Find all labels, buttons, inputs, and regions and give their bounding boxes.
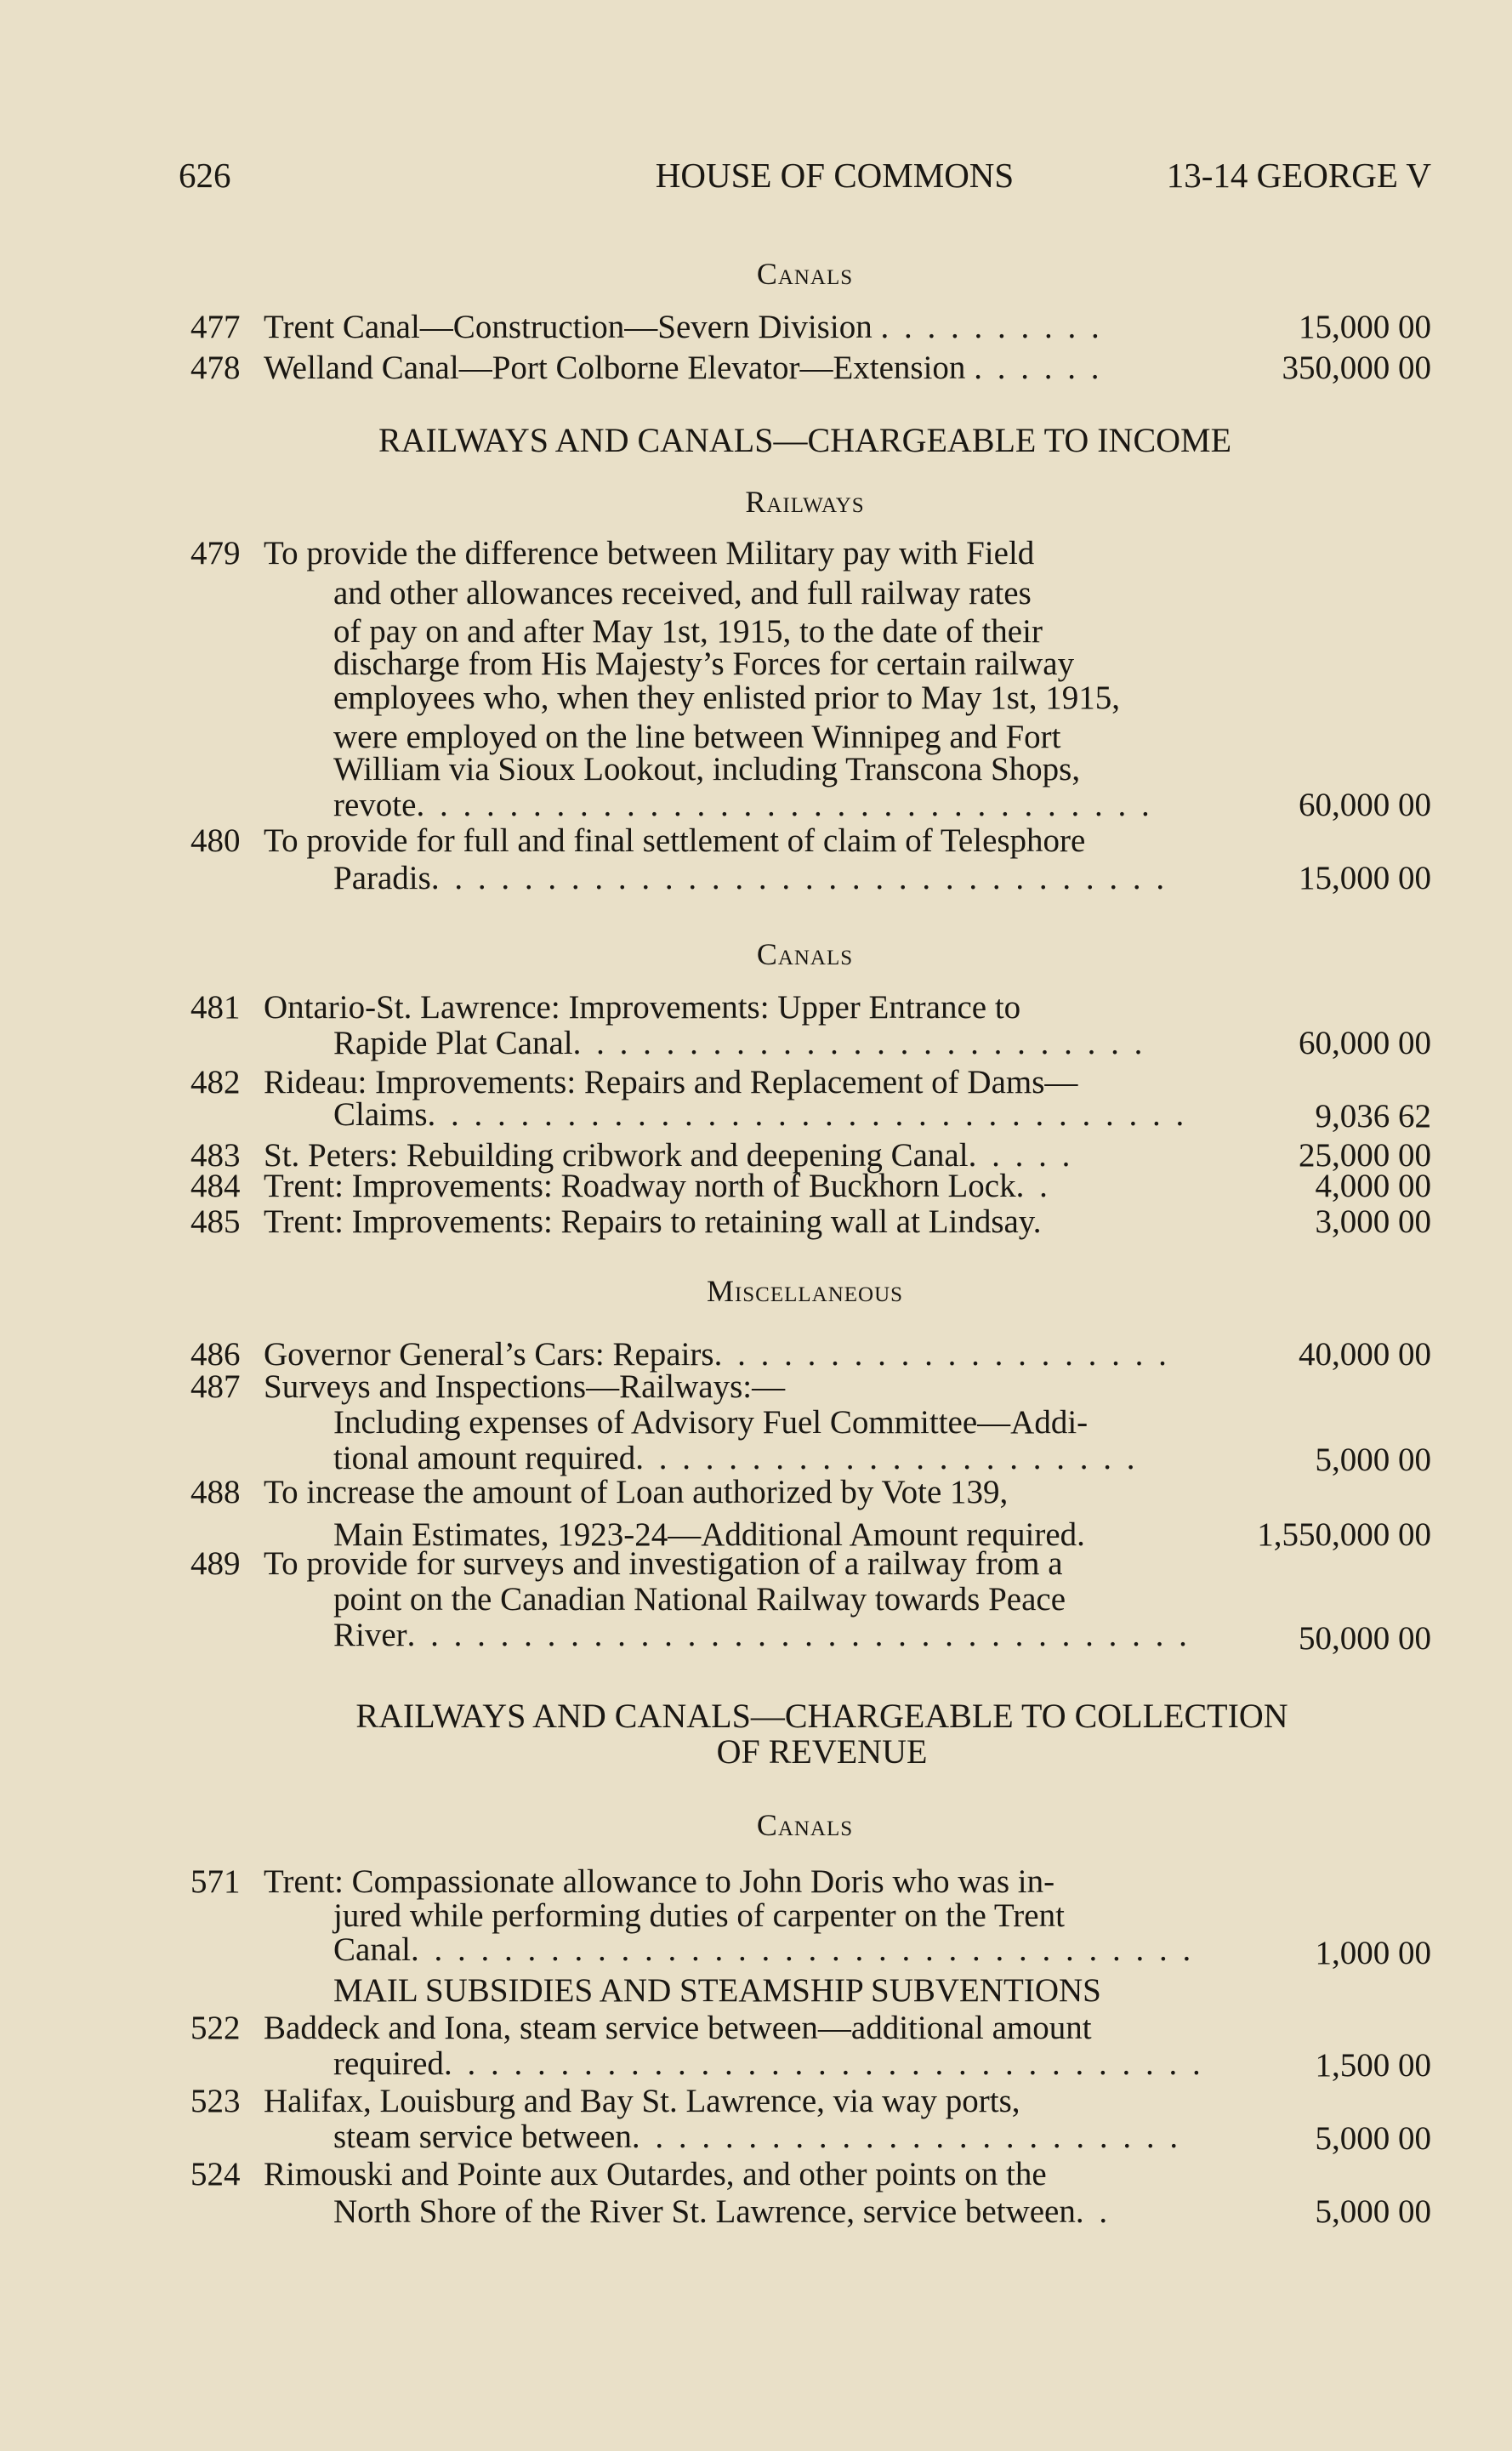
amount: 1,500 00 bbox=[1315, 2047, 1431, 2084]
amount: 9,036 62 bbox=[1315, 1098, 1431, 1135]
section-canals: Canals bbox=[756, 1808, 854, 1842]
section-canals: Canals bbox=[756, 257, 854, 291]
amount: 40,000 00 bbox=[1299, 1336, 1431, 1373]
page-header bbox=[179, 155, 1431, 197]
section-miscellaneous: Miscellaneous bbox=[706, 1274, 904, 1308]
amount: 15,000 00 bbox=[1299, 309, 1431, 345]
reign-label: 13-14 GEORGE V bbox=[1166, 156, 1431, 195]
amount: 4,000 00 bbox=[1315, 1168, 1431, 1204]
amount: 1,000 00 bbox=[1315, 1935, 1431, 1971]
amount: 25,000 00 bbox=[1299, 1137, 1431, 1174]
amount: 3,000 00 bbox=[1315, 1203, 1431, 1240]
amount: 60,000 00 bbox=[1299, 1025, 1431, 1061]
section-heading-collection: RAILWAYS AND CANALS—CHARGEABLE TO COLLECTION bbox=[355, 1697, 1288, 1735]
amount: 5,000 00 bbox=[1315, 1442, 1431, 1478]
section-heading-income: RAILWAYS AND CANALS—CHARGEABLE TO INCOME bbox=[378, 421, 1232, 459]
amount: 50,000 00 bbox=[1299, 1620, 1431, 1657]
amount: 60,000 00 bbox=[1299, 787, 1431, 823]
amount: 5,000 00 bbox=[1315, 2193, 1431, 2230]
page-title: HOUSE OF COMMONS bbox=[655, 156, 1015, 195]
amount: 1,550,000 00 bbox=[1257, 1516, 1431, 1553]
amount: 15,000 00 bbox=[1299, 860, 1431, 896]
page-number: 626 bbox=[179, 156, 231, 195]
amount: 350,000 00 bbox=[1282, 350, 1431, 386]
document-page: 626 HOUSE OF COMMONS 13-14 GEORGE V Canals 477 Trent Canal—Construction—Severn Division . . . . . . . . . . 15,000 00 478 Welland Canal—Port Colborne Elevator—Extension . . . . . . 350,000 00 RAILWAYS AND CANALS—CHARGEABLE TO INCOME Railways 479 To provide the difference between Military pay with Field and other allowances received, and full railway rates of pay on and after May 1st, 1915, to the date of their discharge from His Majesty’s Forces for certain railway employees who, when they enlisted prior to May 1st, 1915, were employed on the line between Winnipeg and Fort William via Sioux Lookout, including Transcona Shops, revote. . . . . . . . . . . . . . . . . . . . . . . . . . . . . . . . 60,000 00 480 To provide for full and final settlement of claim of Telesphore Paradis. . . . . . . . . . . . . . . . . . . . . . . . . . . . . . . . 15,000 00 Canals 481 Ontario-St. Lawrence: Improvements: Upper Entrance to Rapide Plat Canal. . . . . . . . . . . . . . . . . . . . . . . . . 60,000 00 482 Rideau: Improvements: Repairs and Replacement of Dams— Claims. . . . . . . . . . . . . . . . . . . . . . . . . . . . . . . . . 9,036 62 483 St. Peters: Rebuilding cribwork and deepening Canal. . . . . 25,000 00 484 Trent: Improvements: Roadway north of Buckhorn Lock. . 4,000 00 485 Trent: Improvements: Repairs to retaining wall at Lindsay. 3,000 00 Miscellaneous 486 Governor General’s Cars: Repairs. . . . . . . . . . . . . . . . . . . . 40,000 00 487 Surveys and Inspections—Railways:— Including expenses of Advisory Fuel Committee—Addi- tional amount required. . . . . . . . . . . . . . . . . . . . . . 5,000 00 488 To increase the amount of Loan authorized by Vote 139, Main Estimates, 1923-24—Additional Amount required. 1,550,000 00 489 To provide for surveys and investigation of a railway from a point on the Canadian National Railway towards Peace River. . . . . . . . . . . . . . . . . . . . . . . . . . . . . . . . . . 50,000 00 RAILWAYS AND CANALS—CHARGEABLE TO COLLECTION OF REVENUE Canals 571 Trent: Compassionate allowance to John Doris who was in- jured while performing duties of carpenter on the Trent Canal. . . . . . . . . . . . . . . . . . . . . . . . . . . . . . . . . . 1,000 00 MAIL SUBSIDIES AND STEAMSHIP SUBVENTIONS 522 Baddeck and Iona, steam service between—additional amount required. . . . . . . . . . . . . . . . . . . . . . . . . . . . . . . . . 1,500 00 523 Halifax, Louisburg and Bay St. Lawrence, via way ports, steam service between. . . . . . . . . . . . . . . . . . . . . . . . 5,000 00 524 Rimouski and Pointe aux Outardes, and other points on the North Shore of the River St. Lawrence, service between. . 5,000 00 bbox=[179, 156, 1431, 2230]
section-heading-collection-2: OF REVENUE bbox=[716, 1732, 928, 1771]
amount: 5,000 00 bbox=[1315, 2120, 1431, 2157]
section-railways: Railways bbox=[745, 485, 865, 519]
section-canals: Canals bbox=[756, 937, 854, 971]
